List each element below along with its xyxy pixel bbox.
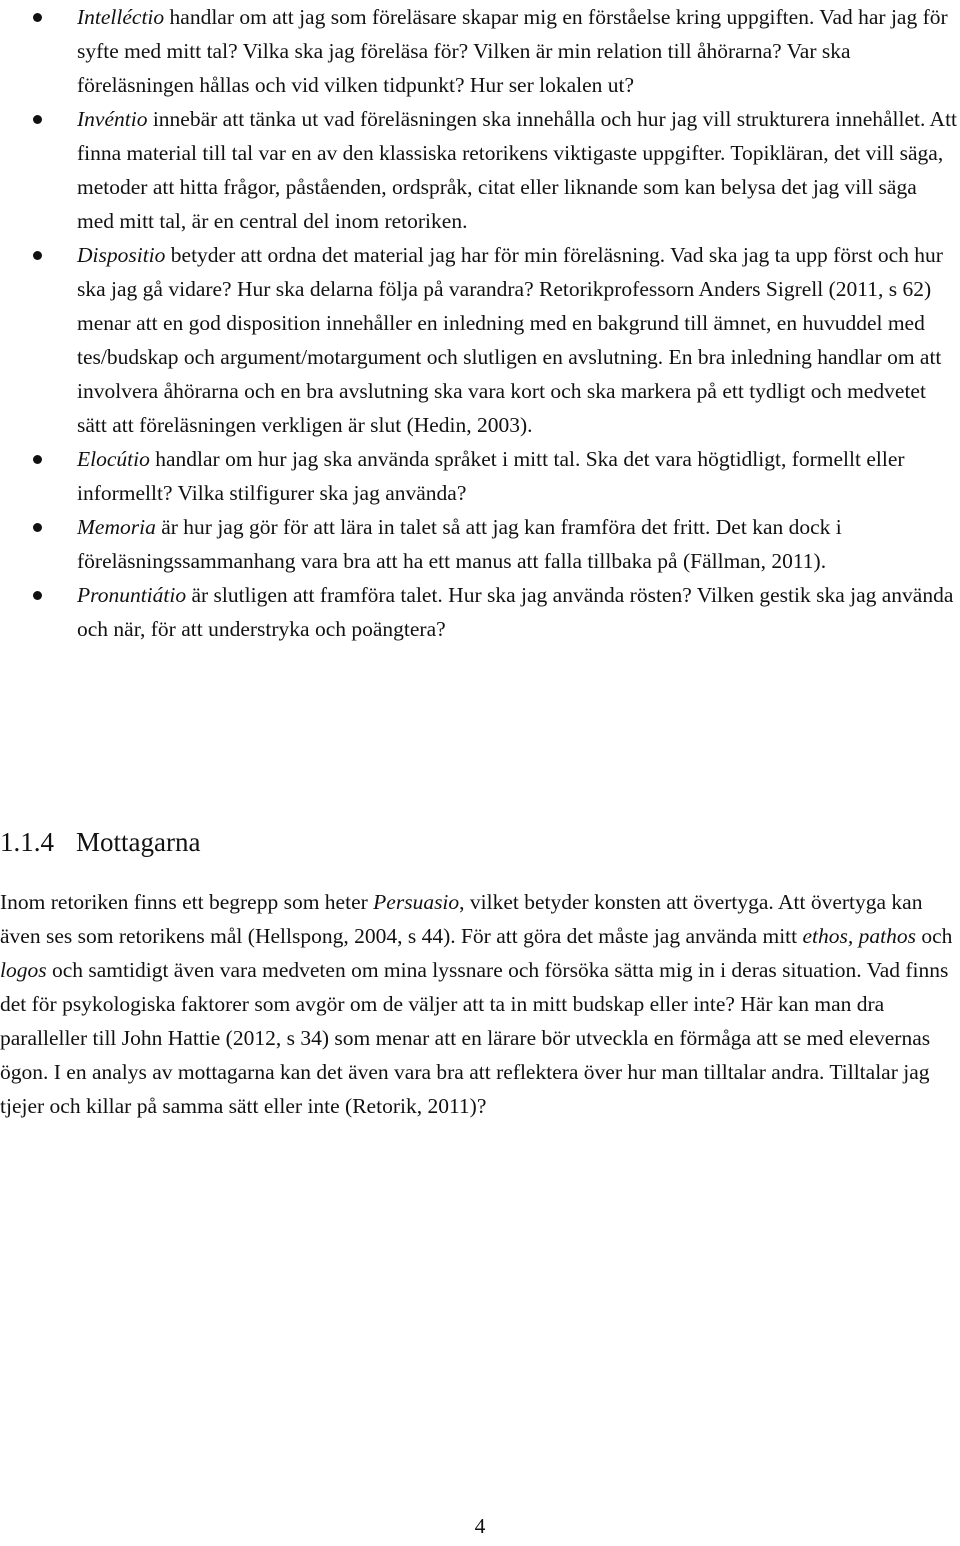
term: Memoria [77,515,156,539]
paragraph-text: och samtidigt även vara medveten om mina lyssnare och försöka sätta mig in i deras situation. Vad finns det för psykologiska faktorer som avgör om de väljer att ta in mitt budskap eller inte? Här kan man dra paralleller till John Hattie (2012, s 34) som menar att en lärare bör utveckla en förmåga att se med elevernas ögon. I en analys av mottagarna kan det även vara bra att reflektera över hur man tilltalar andra. Tilltalar jag tjejer och killar på samma sätt eller inte (Retorik, 2011)? [0,958,949,1118]
bullet-icon [33,523,42,532]
term: Invéntio [77,107,148,131]
rhetoric-stages-list [0,0,960,646]
list-item [0,442,960,510]
page-number: 4 [474,1514,486,1538]
term-persuasio: Persuasio [373,890,460,914]
bullet-icon [33,13,42,22]
paragraph-text: och [915,924,953,948]
term-ethos: ethos [802,924,848,948]
item-text: är slutligen att framföra talet. Hur ska jag använda rösten? Vilken gestik ska jag använda och när, för att understryka och poängtera? [77,583,954,641]
section-title: Mottagarna [76,827,201,857]
term-pathos: pathos [858,924,916,948]
term: Dispositio [77,243,166,267]
section-heading [0,822,200,862]
item-text: är hur jag gör för att lära in talet så att jag kan framföra det fritt. Det kan dock i föreläsningssammanhang vara bra att ha ett manus att falla tillbaka på (Fällman, 2011). [77,515,842,573]
term: Intelléctio [77,5,165,29]
item-text: handlar om att jag som föreläsare skapar mig en förståelse kring uppgiften. Vad har jag för syfte med mitt tal? Vilka ska jag föreläsa för? Vilken är min relation till åhörarna? Var ska föreläsningen hållas och vid vilken tidpunkt? Hur ser lokalen ut? [77,5,948,97]
list-item [0,238,960,442]
term-logos: logos [0,958,47,982]
bullet-icon [33,591,42,600]
bullet-icon [33,115,42,124]
item-text: betyder att ordna det material jag har för min föreläsning. Vad ska jag ta upp först och hur ska jag gå vidare? Hur ska delarna följa på varandra? Retorikprofessorn Anders Sigrell (2011, s 62) menar att en god disposition innehåller en inledning med en bakgrund till ämnet, en huvuddel med tes/budskap och argument/motargument och slutligen en avslutning. En bra inledning handlar om att involvera åhörarna och en bra avslutning ska vara kort och ska markera på ett tydligt och medvetet sätt att föreläsningen verkligen är slut (Hedin, 2003). [77,243,943,437]
list-item [0,578,960,646]
item-text: handlar om hur jag ska använda språket i mitt tal. Ska det vara högtidligt, formellt eller informellt? Vilka stilfigurer ska jag använda? [77,447,905,505]
item-text: innebär att tänka ut vad föreläsningen ska innehålla och hur jag vill strukturera innehållet. Att finna material till tal var en av den klassiska retorikens viktigaste uppgifter. Topikläran, det vill säga, metoder att hitta frågor, påståenden, ordspråk, citat eller liknande som kan belysa det jag vill säga med mitt tal, är en central del inom retoriken. [77,107,958,233]
bullet-icon [33,455,42,464]
list-item [0,0,960,102]
paragraph-text: , [847,924,859,948]
section-number: 1.1.4 [0,827,54,857]
body-paragraph [0,885,958,1123]
term: Elocútio [77,447,150,471]
paragraph-text: , vilket betyder konsten att övertyga. Att övertyga kan även ses som retorikens mål (Hellspong, 2004, s 44). För att göra det måste jag använda mitt [0,890,923,948]
paragraph-text: Inom retoriken finns ett begrepp som heter [0,890,374,914]
term: Pronuntiátio [77,583,187,607]
list-item [0,102,960,238]
list-item [0,510,960,578]
bullet-icon [33,251,42,260]
